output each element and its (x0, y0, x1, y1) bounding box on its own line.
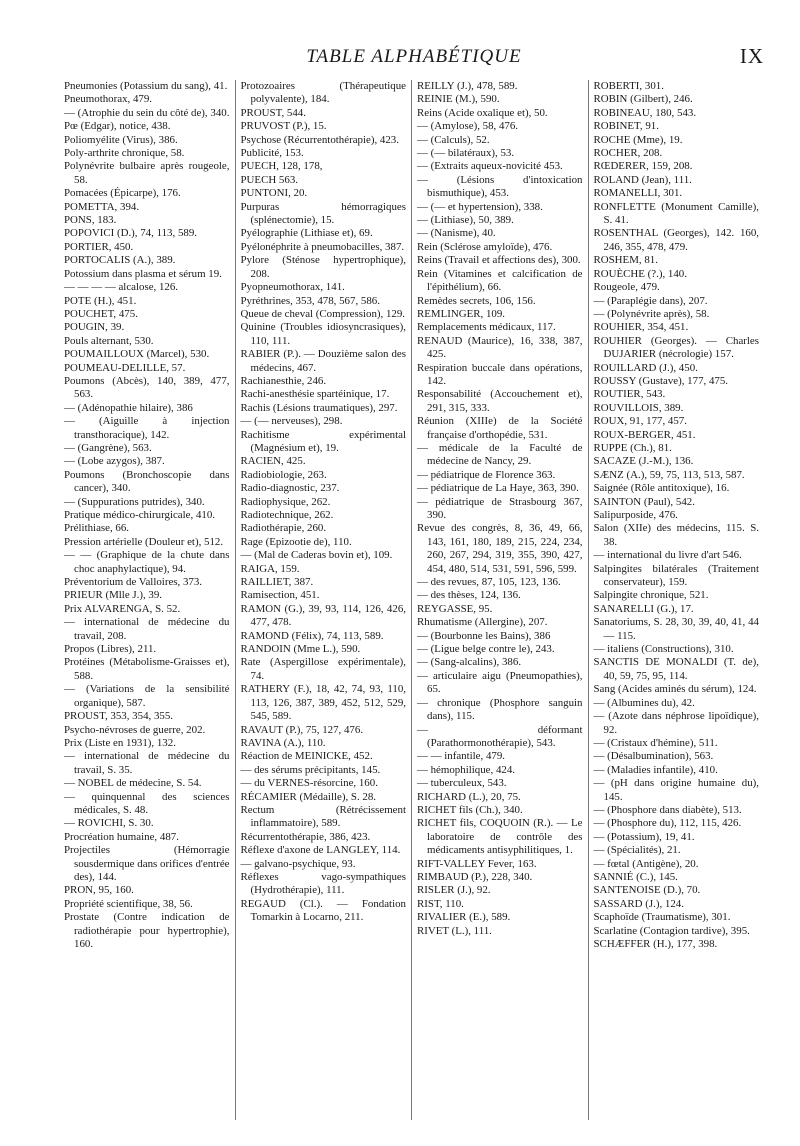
index-entry: SACAZE (J.-M.), 136. (593, 455, 694, 468)
index-entry: POPOVICI (D.), 74, 113, 589. (64, 227, 198, 240)
index-entry: ROBINET, 91. (593, 120, 659, 133)
index-entry: ROBINEAU, 180, 543. (593, 106, 697, 119)
index-entry: SANTENOISE (D.), 70. (593, 884, 701, 897)
index-entry: Rage (Epizootie de), 110. (240, 535, 352, 548)
index-entry: SANARELLI (G.), 17. (593, 602, 694, 615)
index-entry: PROUST, 353, 354, 355. (64, 710, 174, 723)
index-entry: — (Azote dans néphrose lipoïdique), 92. (593, 710, 759, 736)
index-entry: RAIGA, 159. (240, 562, 300, 575)
index-entry: — (Spécialités), 21. (593, 844, 681, 857)
index-entry: ROUSSY (Gustave), 177, 475. (593, 374, 729, 387)
index-entry: Salpingite chronique, 521. (593, 589, 709, 602)
index-entry: — NOBEL de médecine, S. 54. (64, 777, 202, 790)
index-entry: SANNIÉ (C.), 145. (593, 870, 678, 883)
index-entry: Pouls alternant, 530. (64, 334, 154, 347)
index-entry: — international du livre d'art 546. (593, 549, 742, 562)
index-entry: Protozoaires (Thérapeutique polyvalente), 184. (240, 80, 406, 106)
index-entry: Polynévrite bulbaire après rougeole, 58. (64, 160, 230, 186)
index-entry: Responsabilité (Accouchement et), 291, 315, 333. (417, 388, 583, 414)
index-entry: — (Phosphore dans diabète), 513. (593, 803, 742, 816)
index-entry: ROSHEM, 81. (593, 254, 658, 267)
index-entry: Poumons (Abcès), 140, 389, 477, 563. (64, 374, 230, 401)
index-entry: SCHÆFFER (H.), 177, 398. (593, 938, 718, 950)
index-entry: — médicale de la Faculté de médecine de Nancy, 29. (417, 441, 583, 468)
index-entry: Sanatoriums, S. 28, 30, 39, 40, 41, 44 — 115. (593, 616, 759, 642)
index-entry: — (Lésions d'intoxication bismuthique), 453. (417, 173, 583, 200)
index-entry: — pédiatrique de Strasbourg 367, 390. (417, 495, 583, 521)
index-entry: Reins (Travail et affections des), 300. (417, 254, 581, 267)
index-entry: Propos (Libres), 211. (64, 643, 157, 656)
index-entry: — (Suppurations putrides), 340. (64, 495, 205, 508)
index-column-2 (235, 80, 412, 1120)
index-entry: — hémophilique, 424. (417, 763, 516, 776)
index-entry: — — infantile, 479. (417, 750, 506, 763)
index-entry: Purpuras hémorragiques (splénectomie), 15. (240, 200, 406, 227)
index-entry: Réunion (XIIIe) de la Société française d'orthopédie, 531. (417, 415, 583, 441)
index-entry: — (— et hypertension), 338. (417, 200, 543, 213)
index-entry: ROSENTHAL (Georges), 142. 160, 246, 355, 478, 479. (593, 227, 759, 253)
index-entry: — (Lithiase), 50, 389. (417, 214, 514, 227)
index-entry: Rhumatisme (Allergine), 207. (417, 616, 548, 629)
index-entry: Rougeole, 479. (593, 281, 660, 294)
index-entry: Reins (Acide oxalique et), 50. (417, 106, 548, 119)
index-entry: Poly-arthrite chronique, 58. (64, 147, 185, 160)
index-entry: PRUVOST (P.), 15. (240, 120, 327, 133)
index-entry: Radiothérapie, 260. (240, 522, 327, 535)
index-entry: Publicité, 153. (240, 147, 304, 160)
index-entry: POUGIN, 39. (64, 321, 125, 334)
index-entry: SAINTON (Paul), 542. (593, 495, 695, 508)
index-entry: — (Cristaux d'hémine), 511. (593, 736, 718, 749)
index-entry: — articulaire aigu (Pneumopathies), 65. (417, 669, 583, 696)
index-entry: Pneumonies (Potassium du sang), 41. (64, 80, 228, 92)
index-entry: — (Maladies infantile), 410. (593, 763, 718, 776)
index-entry: Scarlatine (Contagion tardive), 395. (593, 924, 750, 937)
index-entry: ROMANELLI, 301. (593, 187, 683, 200)
index-entry: Pyélographie (Lithiase et), 69. (240, 227, 373, 240)
index-entry: Procréation humaine, 487. (64, 830, 179, 843)
index-entry: RENAUD (Maurice), 16, 338, 387, 425. (417, 334, 583, 361)
index-entry: Queue de cheval (Compression), 129. (240, 307, 406, 320)
index-entry: Scaphoïde (Traumatisme), 301. (593, 911, 731, 924)
index-entry: REILLY (J.), 478, 589. (417, 80, 518, 92)
index-entry: — — — — alcalose, 126. (64, 281, 179, 294)
index-entry: Quinine (Troubles idiosyncrasiques), 110, 111. (240, 321, 406, 347)
index-entry: — des sérums précipitants, 145. (240, 763, 381, 776)
index-entry: — (Albumines du), 42. (593, 696, 695, 709)
index-entry: Pneumothorax, 479. (64, 93, 153, 106)
index-entry: Pœ (Edgar), notice, 438. (64, 120, 171, 133)
index-entry: Pyopneumothorax, 141. (240, 281, 345, 294)
index-entry: — (Gangrène), 563. (64, 441, 152, 454)
index-entry: POUCHET, 475. (64, 307, 138, 320)
index-entry: Prix ALVARENGA, S. 52. (64, 602, 181, 615)
index-entry: RAVAUT (P.), 75, 127, 476. (240, 723, 364, 736)
index-entry: ROCHER, 208. (593, 147, 663, 160)
index-entry: — (Bourbonne les Bains), 386 (417, 629, 551, 642)
index-entry: RIVALIER (E.), 589. (417, 911, 511, 924)
index-entry: — (Paraplégie dans), 207. (593, 294, 708, 307)
index-entry: Rachianesthie, 246. (240, 374, 327, 387)
index-entry: — des thèses, 124, 136. (417, 589, 521, 602)
index-entry: ROUHIER (Georges). — Charles DUJARIER (nécrologie) 157. (593, 334, 759, 361)
index-entry: RISLER (J.), 92. (417, 884, 491, 897)
index-entry: Poumons (Bronchoscopie dans cancer), 340. (64, 468, 230, 495)
index-entry: — (Désalbumination), 563. (593, 750, 714, 763)
index-entry: Réflexe d'axone de LANGLEY, 114. (240, 844, 401, 857)
index-entry: Prélithiase, 66. (64, 522, 130, 535)
index-entry: RACIEN, 425. (240, 455, 306, 468)
index-entry: RIMBAUD (P.), 228, 340. (417, 870, 533, 883)
index-entry: Pratique médico-chirurgicale, 410. (64, 509, 216, 521)
index-entry: RAMOND (Félix), 74, 113, 589. (240, 629, 384, 642)
index-entry: — italiens (Constructions), 310. (593, 643, 734, 656)
index-entry: ROLAND (Jean), 111. (593, 173, 692, 186)
index-entry: Ramisection, 451. (240, 589, 320, 602)
index-entry: RICHARD (L.), 20, 75. (417, 790, 521, 803)
index-entry: — pédiatrique de La Haye, 363, 390. (417, 482, 579, 495)
index-entry: — (Calculs), 52. (417, 133, 490, 146)
index-entry: Radiobiologie, 263. (240, 468, 327, 481)
index-entry: REGAUD (Cl.). — Fondation Tomarkin à Locarno, 211. (240, 897, 406, 924)
index-entry: ROUILLARD (J.), 450. (593, 361, 698, 374)
index-entry: Rachis (Lésions traumatiques), 297. (240, 401, 398, 414)
index-entry: ROUX-BERGER, 451. (593, 428, 696, 441)
index-entry: Respiration buccale dans opérations, 142. (417, 361, 583, 387)
index-entry: RAILLIET, 387. (240, 576, 314, 589)
index-entry: — (Phosphore du), 112, 115, 426. (593, 817, 742, 830)
index-entry: — quinquennal des sciences médicales, S. 48. (64, 790, 230, 816)
index-entry: — (Polynévrite après), 58. (593, 307, 710, 320)
index-entry: PROUST, 544. (240, 106, 306, 119)
index-entry: — (Adénopathie hilaire), 386 (64, 401, 193, 414)
index-entry: ROUVILLOIS, 389. (593, 401, 684, 414)
index-entry: Propriété scientifique, 38, 56. (64, 897, 193, 910)
index-entry: Radiophysique, 262. (240, 495, 331, 508)
index-entry: — ROVICHI, S. 30. (64, 817, 154, 830)
index-entry: — (Atrophie du sein du côté de), 340. (64, 106, 230, 119)
index-column-3 (411, 80, 588, 1120)
index-entry: — (pH dans origine humaine du), 145. (593, 777, 759, 803)
index-entry: Radiotechnique, 262. (240, 509, 334, 521)
index-entry: RIST, 110. (417, 897, 464, 910)
index-entry: — (Mal de Caderas bovin et), 109. (240, 549, 393, 562)
index-entry: RIVET (L.), 111. (417, 924, 492, 937)
index-entry: REINIE (M.), 590. (417, 93, 500, 106)
index-entry: — international de médecine du travail, S. 35. (64, 750, 230, 776)
index-entry: Pylore (Sténose hypertrophique), 208. (240, 254, 406, 280)
index-entry: Rein (Vitamines et calcification de l'épithélium), 66. (417, 267, 583, 294)
index-entry: SASSARD (J.), 124. (593, 897, 684, 910)
index-entry: ROUÈCHE (?.), 140. (593, 267, 687, 280)
index-entry: — chronique (Phosphore sanguin dans), 115. (417, 696, 583, 723)
index-entry: REMLINGER, 109. (417, 307, 506, 320)
index-entry: — tuberculeux, 543. (417, 777, 507, 790)
index-entry: — international de médecine du travail, 208. (64, 616, 230, 642)
index-entry: Salpingites bilatérales (Traitement conservateur), 159. (593, 562, 759, 589)
index-entry: RABIER (P.). — Douzième salon des médecins, 467. (240, 348, 406, 374)
index-entry: ROCHE (Mme), 19. (593, 133, 683, 146)
index-entry: — galvano-psychique, 93. (240, 857, 356, 870)
index-entry: Rein (Sclérose amyloïde), 476. (417, 240, 553, 253)
index-entry: RATHERY (F.), 18, 42, 74, 93, 110, 113, 126, 387, 389, 452, 512, 529, 545, 589. (240, 683, 406, 723)
index-entry: Prix (Liste en 1931), 132. (64, 736, 176, 749)
index-entry: — déformant (Parathormonothérapie), 543. (417, 723, 583, 749)
index-entry: RAMON (G.), 39, 93, 114, 126, 426, 477, 478. (240, 602, 406, 629)
index-entry: — (— nerveuses), 298. (240, 415, 343, 428)
index-entry: Psychose (Récurrentothérapie), 423. (240, 133, 399, 146)
index-entry: SÆNZ (A.), 59, 75, 113, 513, 587. (593, 468, 745, 481)
index-entry: Pyréthrines, 353, 478, 567, 586. (240, 294, 380, 307)
index-entry: POUMEAU-DELILLE, 57. (64, 361, 186, 374)
index-entry: Réflexes vago-sympathiques (Hydrothérapie), 111. (240, 870, 406, 897)
index-entry: POUMAILLOUX (Marcel), 530. (64, 348, 210, 361)
index-entry: Réaction de MEINICKE, 452. (240, 750, 373, 763)
index-entry: Radio-diagnostic, 237. (240, 482, 340, 495)
index-entry: SANCTIS DE MONALDI (T. de), 40, 59, 75, 95, 114. (593, 656, 759, 682)
index-entry: — (Ligue belge contre le), 243. (417, 643, 555, 656)
index-entry: ROUX, 91, 177, 457. (593, 415, 687, 428)
index-entry: RIFT-VALLEY Fever, 163. (417, 857, 537, 870)
index-entry: Remèdes secrets, 106, 156. (417, 294, 536, 307)
index-entry: RONFLETTE (Monument Camille), S. 41. (593, 200, 759, 227)
index-entry: RAVINA (A.), 110. (240, 736, 326, 749)
index-entry: PORTOCALIS (A.), 389. (64, 254, 176, 267)
index-entry: Protéines (Métabolisme-Graisses et), 588. (64, 656, 230, 682)
index-entry: — (Amylose), 58, 476. (417, 120, 519, 133)
index-entry: — fœtal (Antigène), 20. (593, 857, 699, 870)
index-entry: Saignée (Rôle antitoxique), 16. (593, 482, 730, 495)
index-entry: PUECH 563. (240, 173, 298, 186)
index-entry: Rachitisme expérimental (Magnésium et), 19. (240, 428, 406, 454)
index-entry: Psycho-névroses de guerre, 202. (64, 723, 206, 736)
index-entry: RICHET fils, COQUOIN (R.). — Le laboratoire de contrôle des médicaments antisyphilitiques, 1. (417, 817, 583, 857)
index-entry: POTE (H.), 451. (64, 294, 137, 307)
index-entry: Projectiles (Hémorragie sousdermique dans orifices d'entrée des), 144. (64, 844, 230, 883)
index-entry: REYGASSE, 95. (417, 602, 493, 615)
index-entry: RANDOIN (Mme L.), 590. (240, 643, 361, 656)
index-entry: Salipurposide, 476. (593, 509, 678, 521)
index-entry: RŒDERER, 159, 208. (593, 160, 693, 173)
index-entry: PUECH, 128, 178, (240, 160, 323, 173)
index-entry: ROUHIER, 354, 451. (593, 321, 689, 334)
index-entry: RICHET fils (Ch.), 340. (417, 803, 523, 816)
index-entry: RÉCAMIER (Médaille), S. 28. (240, 790, 377, 803)
index-entry: Pomacées (Épicarpe), 176. (64, 187, 181, 200)
index-entry: RUPPE (Ch.), 81. (593, 441, 672, 454)
index-entry: Rate (Aspergillose expérimentale), 74. (240, 656, 406, 682)
index-entry: Revue des congrès, 8, 36, 49, 66, 143, 161, 180, 189, 215, 224, 234, 260, 267, 294, 319, 355, 390, 427, 454, 480, 514, 531, 591, 596, 599. (417, 522, 583, 575)
index-entry: Récurrentothérapie, 386, 423. (240, 830, 371, 843)
index-entry: Rachi-anesthésie spartéinique, 17. (240, 388, 390, 401)
index-entry: PRIEUR (Mlle J.), 39. (64, 589, 163, 602)
index-entry: Rectum (Rétrécissement inflammatoire), 589. (240, 803, 406, 830)
page-number: IX (739, 44, 764, 68)
index-entry: PONS, 183. (64, 214, 117, 227)
index-columns (64, 80, 764, 1120)
index-entry: PORTIER, 450. (64, 240, 134, 253)
running-title: TABLE ALPHABÉTIQUE (306, 46, 522, 67)
index-column-1 (64, 80, 235, 1120)
index-entry: Pression artérielle (Douleur et), 512. (64, 535, 224, 548)
page-header (64, 40, 764, 76)
index-entry: ROBERTI, 301. (593, 80, 664, 92)
index-entry: Remplacements médicaux, 117. (417, 321, 556, 334)
index-entry: — du VERNES-résorcine, 160. (240, 777, 378, 790)
index-entry: Salon (XIIe) des médecins, 115. S. 38. (593, 522, 759, 548)
index-entry: — (Nanisme), 40. (417, 227, 496, 240)
index-entry: PRON, 95, 160. (64, 884, 134, 897)
index-entry: Pyélonéphrite à pneumobacilles, 387. (240, 240, 405, 253)
index-entry: — (Potassium), 19, 41. (593, 830, 695, 843)
index-entry: — pédiatrique de Florence 363. (417, 468, 556, 481)
index-entry: — (Variations de la sensibilité organique), 587. (64, 683, 230, 709)
index-entry: POMETTA, 394. (64, 200, 140, 213)
index-column-4 (588, 80, 765, 1120)
index-entry: Potossium dans plasma et sérum 19. (64, 267, 222, 280)
index-entry: — (Extraits aqueux-novicité 453. (417, 160, 563, 173)
index-entry: — (Lobe azygos), 387. (64, 455, 165, 468)
index-entry: — (Sang-alcalins), 386. (417, 656, 522, 669)
index-entry: Préventorium de Valloires, 373. (64, 576, 203, 589)
index-entry: — (— bilatéraux), 53. (417, 147, 515, 160)
index-entry: Poliomyélite (Virus), 386. (64, 133, 178, 146)
index-entry: Prostate (Contre indication de radiothérapie pour hypertrophie), 160. (64, 911, 230, 950)
index-entry: — — (Graphique de la chute dans choc anaphylactique), 94. (64, 549, 230, 575)
index-entry: ROBIN (Gilbert), 246. (593, 93, 693, 106)
index-entry: — des revues, 87, 105, 123, 136. (417, 576, 561, 589)
index-entry: PUNTONI, 20. (240, 187, 308, 200)
index-entry: ROUTIER, 543. (593, 388, 666, 401)
index-entry: — (Aiguille à injection transthoracique), 142. (64, 415, 230, 441)
index-entry: Sang (Acides aminés du sérum), 124. (593, 683, 757, 696)
